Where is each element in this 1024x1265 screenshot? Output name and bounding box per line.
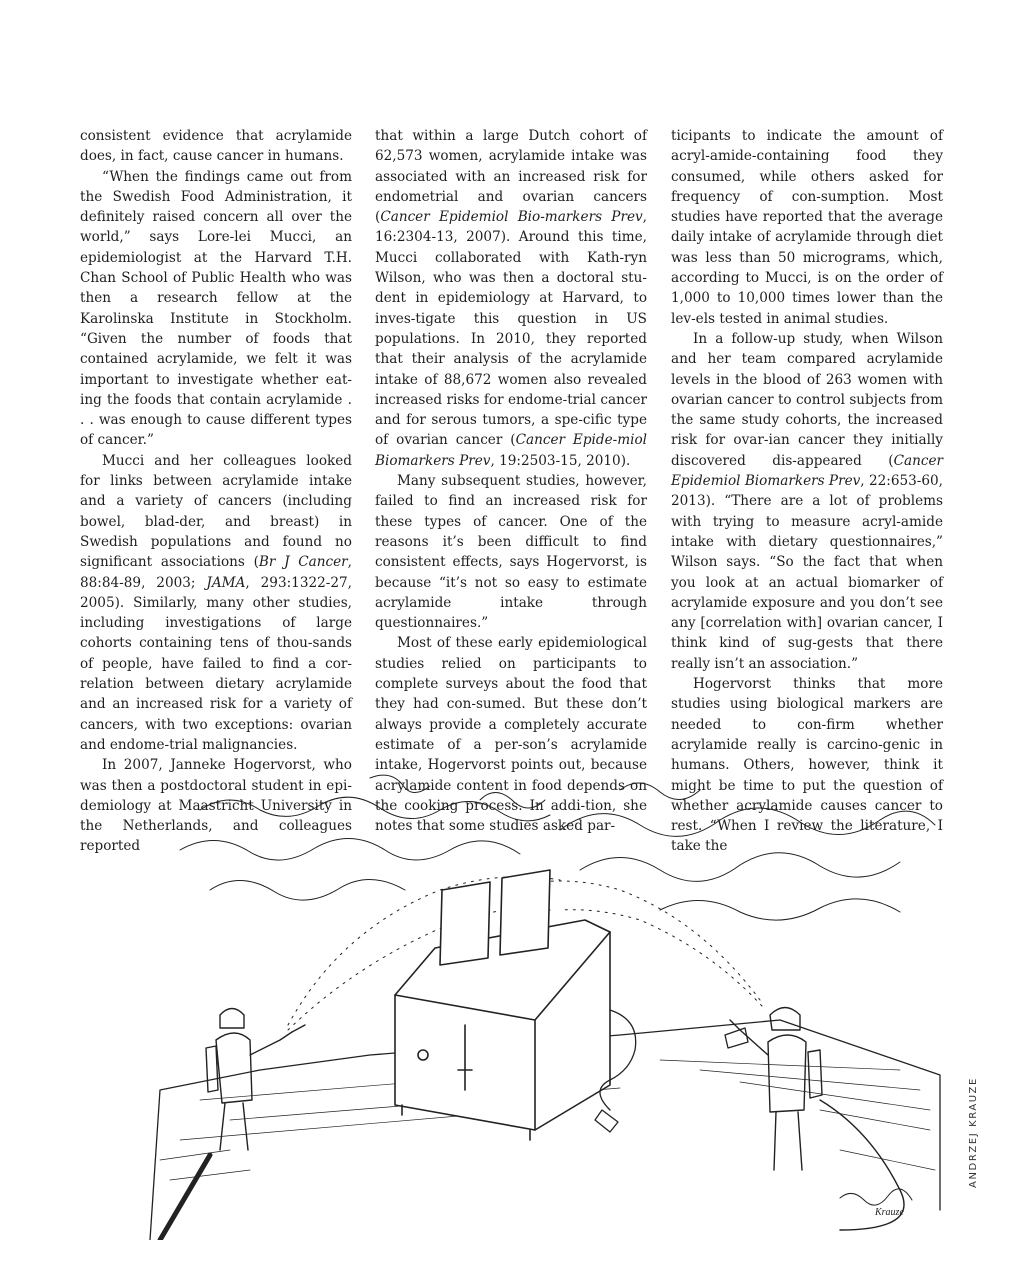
shadow-left [160,1155,210,1240]
paragraph: “When the findings came out from the Swedish Food Administration, it definitely raised concern all over the world,” says Lore-lei Mucci, an epidemiologist at the Harvard T.H. Chan School of Public Health who was then a research fellow at the Karolinska Institute in Stockholm. “Given the number of foods that contained acrylamide, we felt it was important to investigate whether eat-ing the foods that contain acrylamide . . . was enough to cause different types of cancer.” [80,168,352,449]
citation-journal: Cancer Epidemiol Biomarkers Prev [671,452,943,490]
paragraph-text: Mucci and her colleagues looked for links between acrylamide intake and a variety of cancers (including bowel, blad-der, and breast) in Swedish populations and found no significant associations ( [80,452,352,571]
paragraph: Hogervorst thinks that more studies using biological markers are needed to con-firm whether acrylamide really is carcino-genic in humans. Others, however, think it might be time to put the question of whether acrylamide causes cancer to rest. “When I review the literature, I take the [671,676,943,855]
paragraph: ticipants to indicate the amount of acryl-amide-containing food they consumed, while others asked for frequency of con-sumption. Most studies have reported that the average daily intake of acrylamide through diet was less than 50 micrograms, which, according to Mucci, is on the order of 1,000 to 10,000 times lower than the lev-els tested in animal studies. [671,128,943,327]
paragraph: In 2007, Janneke Hogervorst, who was then a postdoctoral student in epi-demiology at Maastricht University in the Netherlands, and colleagues reported [80,757,352,855]
citation-journal: Cancer Epidemiol Bio-markers Prev [380,209,643,226]
citation-journal: Cancer Epide-miol Biomarkers Prev [375,432,647,469]
paragraph-text: , 16:2304-13, 2007). Around this time, Mucci collaborated with Kath-ryn Wilson, who was then a doctoral stu-dent in epidemiology at Harvard, to inves-tigate this question in US populations. In 2010, they reported that their analysis of the acrylamide intake of 88,672 women also revealed increased risks for endome-trial cancer and for serous tumors, a spe-cific type of ovarian cancer ( [375,209,647,449]
paragraph [80,451,352,755]
article-column-1 [80,126,352,857]
paragraph: Many subsequent studies, however, failed to find an increased risk for these types of cancer. One of the reasons it’s been difficult to find consistent effects, says Hogervorst, is because “it’s not so easy to estimate acrylamide intake through questionnaires.” [375,473,647,632]
illustration-credit: ANDRZEJ KRAUZE [968,1077,979,1188]
paragraph-text: , 22:653-60, 2013). “There are a lot of problems with trying to measure acryl-amide intake with dietary questionnaires,” Wilson says. “So the fact that when you look at an actual biomarker of acrylamide exposure and you don’t see any [correlation with] ovarian cancer, I think kind of sug-gests that there really isn’t an association.” [671,473,943,672]
article-column-2 [375,126,647,836]
toaster-cartoon-illustration [140,770,948,1240]
paragraph-text: In a follow-up study, when Wilson and her team compared acrylamide levels in the blood of 263 women with ovarian cancer to control subjects from the same study cohorts, the increased risk for ovar-ian cancer they initially discovered dis-appeared ( [671,330,943,469]
firefighter-left [160,1009,305,1241]
smoke-clouds [180,775,935,920]
paragraph: consistent evidence that acrylamide does, in fact, cause cancer in humans. [80,128,352,165]
firefighter-right [730,1008,904,1231]
toaster [395,870,610,1140]
paragraph-text: , 293:1322-27, 2005). Similarly, many other studies, including investigations of large cohorts containing tens of thou-sands of people, have failed to find a cor-relation between dietary acrylamide and an increased risk for a variety of cancers, with two exceptions: ovarian and endome-trial malignancies. [80,574,352,753]
toaster-cord-and-plug [595,1010,748,1132]
citation-journal: JAMA [206,574,246,591]
paragraph [375,126,647,471]
paragraph: Most of these early epidemiological studies relied on participants to complete surveys about the food that they had con-sumed. But these don’t always provide a completely accurate estimate of a per-son’s acrylamide intake, Hogervorst points out, because acrylamide content in food depends on the cooking process. In addi-tion, she notes that some studies asked par- [375,635,647,835]
artist-signature: Krauze [875,1207,904,1218]
paragraph-text: , 88:84-89, 2003; [80,554,352,591]
citation-journal: Br J Cancer [258,554,348,571]
paragraph-text: that within a large Dutch cohort of 62,573 women, acrylamide intake was associated with an increased risk for endometrial and ovarian cancers ( [375,128,647,226]
article-column-3 [671,126,943,857]
paragraph [671,329,943,674]
paragraph-text: , 19:2503-15, 2010). [490,452,631,469]
